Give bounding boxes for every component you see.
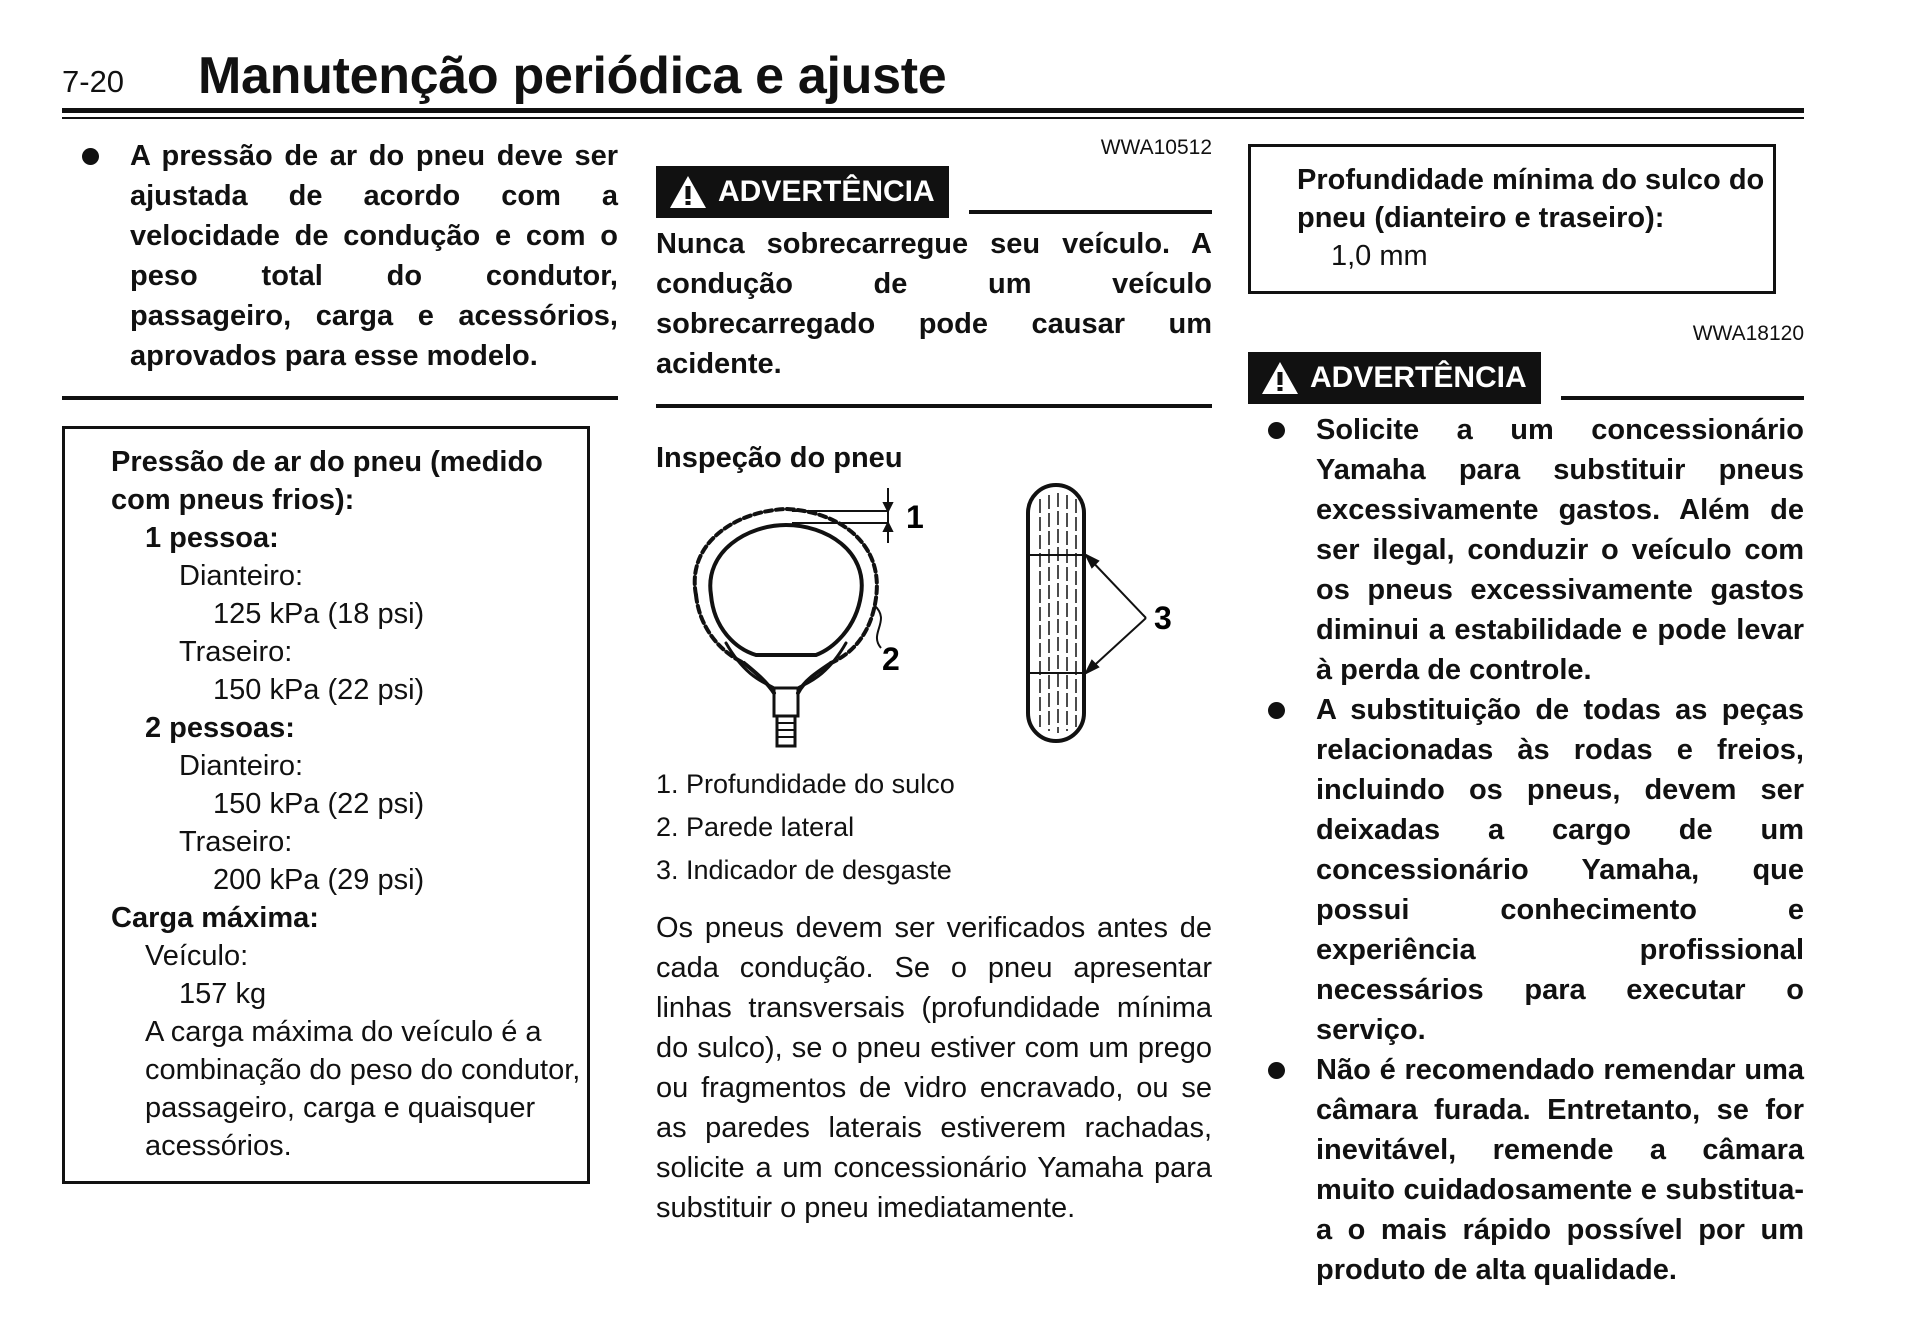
warning-badge bbox=[656, 166, 949, 218]
callout-1-leader bbox=[792, 488, 892, 543]
caption-item: 2. Parede lateral bbox=[656, 812, 855, 842]
header-rule-thin bbox=[62, 117, 1804, 119]
warning-rule bbox=[1561, 396, 1804, 400]
two-people-label: 2 pessoas: bbox=[145, 712, 295, 744]
warning-header bbox=[1248, 352, 1804, 404]
callout-number: 2 bbox=[882, 641, 900, 677]
list-item bbox=[1248, 690, 1804, 1050]
box-heading: Pressão de ar do pneu (medido com pneus frios): bbox=[111, 446, 543, 516]
warning-badge bbox=[1248, 352, 1541, 404]
front-label: Dianteiro: bbox=[179, 560, 304, 592]
tread-depth-box bbox=[1248, 144, 1776, 294]
tire-pressure-box bbox=[62, 426, 590, 1184]
rear-value: 200 kPa (29 psi) bbox=[213, 864, 425, 896]
bullet-icon bbox=[1268, 1062, 1285, 1079]
front-label: Dianteiro: bbox=[179, 750, 304, 782]
column-right bbox=[1248, 136, 1804, 1290]
bullet-icon bbox=[1268, 702, 1285, 719]
list-item bbox=[1248, 410, 1804, 690]
page-title: Manutenção periódica e ajuste bbox=[198, 47, 947, 105]
vehicle-label: Veículo: bbox=[145, 940, 249, 972]
warning-list bbox=[1248, 410, 1804, 1290]
warning-label: ADVERTÊNCIA bbox=[1310, 361, 1527, 394]
bullet-text: A substituição de todas as peças relacionadas às rodas e freios, incluindo os pneus, devem ser deixadas a cargo de um concessionário Yamaha, que possui conhecimento e experiência profissional necessários para executar o serviço. bbox=[1316, 694, 1804, 1046]
max-load-label: Carga máxima: bbox=[111, 902, 319, 934]
warning-header bbox=[656, 166, 1212, 218]
front-value: 125 kPa (18 psi) bbox=[213, 598, 425, 630]
box-heading: Profundidade mínima do sulco do pneu (dianteiro e traseiro): bbox=[1297, 164, 1765, 234]
bullet-icon bbox=[1268, 422, 1285, 439]
warning-code: WWA18120 bbox=[1692, 322, 1804, 345]
warning-triangle-icon bbox=[1260, 360, 1300, 396]
caption-item: 1. Profundidade do sulco bbox=[656, 769, 955, 799]
header-rule-thick bbox=[62, 108, 1804, 113]
warning-text: Nunca sobrecarregue seu veículo. A condução de um veículo sobrecarregado pode causar um acidente. bbox=[656, 228, 1212, 380]
warning-end-rule bbox=[656, 404, 1212, 408]
max-load-note: A carga máxima do veículo é a combinação do peso do condutor, passageiro, carga e quaisquer acessórios. bbox=[145, 1016, 581, 1162]
bullet-text: Solicite a um concessionário Yamaha para substituir pneus excessivamente gastos. Além de ser ilegal, conduzir o veículo com os pneus excessivamente gastos diminui a estabilidade e pode levar à perda de controle. bbox=[1316, 414, 1804, 686]
figure-captions bbox=[656, 763, 1212, 892]
callout-number: 1 bbox=[906, 499, 924, 535]
section-divider bbox=[62, 396, 618, 400]
rear-label: Traseiro: bbox=[179, 636, 293, 668]
tire-tread-view bbox=[1028, 485, 1084, 741]
bullet-text: Não é recomendado remendar uma câmara furada. Entretanto, se for inevitável, remende a câmara muito cuidadosamente e substitua-a o mais rápido possível por um produto de alta qualidade. bbox=[1316, 1054, 1804, 1286]
tire-inspection-diagram bbox=[656, 483, 1212, 755]
rear-value: 150 kPa (22 psi) bbox=[213, 674, 425, 706]
vehicle-value: 157 kg bbox=[179, 978, 267, 1010]
warning-rule bbox=[969, 210, 1212, 214]
warning-code: WWA10512 bbox=[1100, 136, 1212, 159]
caption-item: 3. Indicador de desgaste bbox=[656, 855, 952, 885]
list-item bbox=[62, 136, 618, 376]
warning-label: ADVERTÊNCIA bbox=[718, 175, 935, 208]
list-item bbox=[1248, 1050, 1804, 1290]
column-left bbox=[62, 136, 618, 400]
tire-cross-section bbox=[695, 509, 877, 746]
callout-3-leader bbox=[1086, 555, 1146, 673]
column-middle bbox=[656, 136, 1212, 1228]
front-value: 150 kPa (22 psi) bbox=[213, 788, 425, 820]
inspection-body-text: Os pneus devem ser verificados antes de cada condução. Se o pneu apresentar linhas transversais (profundidade mínima do sulco), se o pneu estiver com um prego ou fragmentos de vidro encravado, ou se as paredes laterais estiverem rachadas, solicite a um concessionário Yamaha para substituir o pneu imediatamente. bbox=[656, 912, 1212, 1224]
rear-label: Traseiro: bbox=[179, 826, 293, 858]
callout-number: 3 bbox=[1154, 600, 1172, 636]
bullet-icon bbox=[82, 148, 99, 165]
page-number: 7-20 bbox=[62, 64, 125, 99]
bullet-text: A pressão de ar do pneu deve ser ajustada de acordo com a velocidade de condução e com o peso total do condutor, passageiro, carga e acessórios, aprovados para esse modelo. bbox=[130, 140, 618, 372]
one-person-label: 1 pessoa: bbox=[145, 522, 279, 554]
warning-triangle-icon bbox=[668, 174, 708, 210]
tread-depth-value: 1,0 mm bbox=[1331, 240, 1428, 272]
section-heading: Inspeção do pneu bbox=[656, 442, 903, 474]
